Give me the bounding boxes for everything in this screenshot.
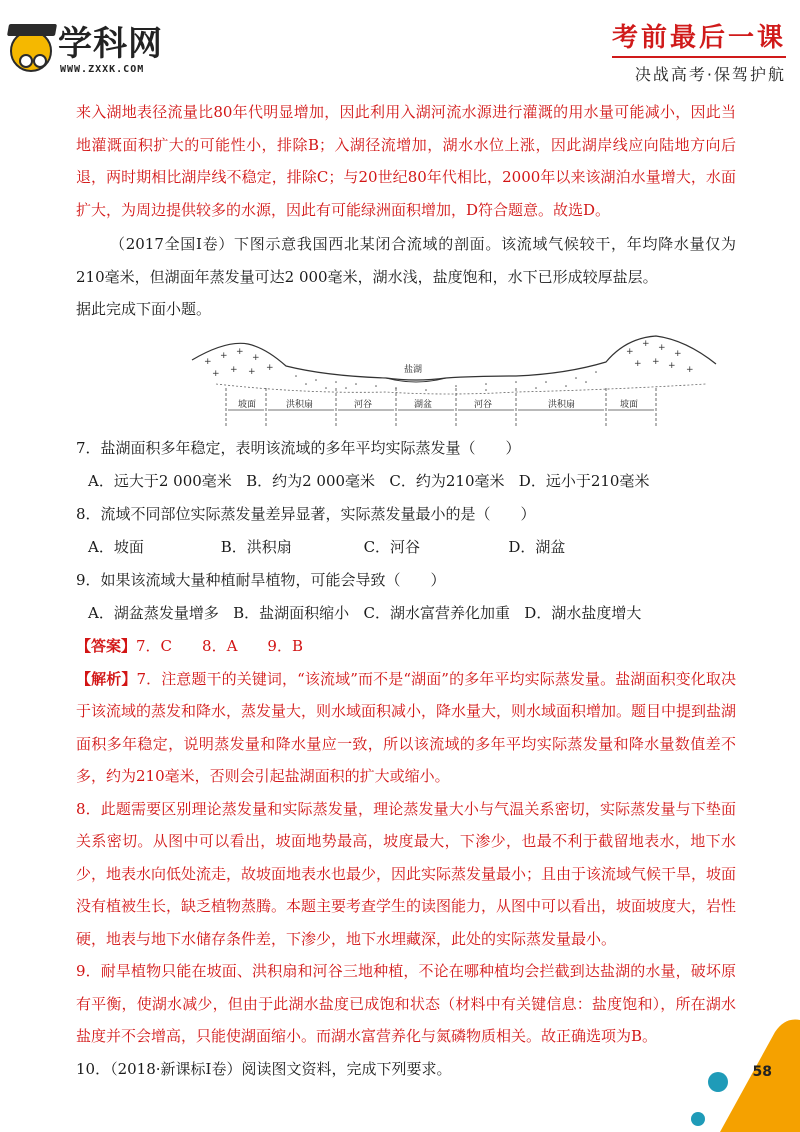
teal-dot-large	[708, 1072, 728, 1092]
analysis-q7	[76, 663, 736, 793]
logo-url: WWW.ZXXK.COM	[60, 64, 145, 75]
brand-divider	[612, 56, 786, 58]
question-8-stem: 8．流域不同部位实际蒸发量差异显著，实际蒸发量最小的是（ ）	[76, 504, 536, 523]
document-body	[76, 96, 736, 1085]
zone-label-basin: 湖盆	[414, 399, 433, 410]
svg-text:+: +	[236, 346, 244, 357]
brand-block	[612, 22, 786, 85]
analysis-q7-text: 7．注意题干的关键词，“该流域”而不是“湖面”的多年平均实际蒸发量。盐湖面积变化取决于该流域的蒸发和降水，蒸发量大，则水域面积减小，降水量大，则水域面积增加。题目中提到盐湖面积多年稳定，说明蒸发量和降水量应一致，所以该流域的多年平均实际蒸发量和降水量数值差不多，约为210毫米，否则会引起盐湖面积的扩大或缩小。	[76, 669, 737, 785]
previous-explanation: 来入湖地表径流量比80年代明显增加，因此利用入湖河流水源进行灌溉的用水量可能减小，因此当地灌溉面积扩大的可能性小，排除B；入湖径流增加，湖水水位上涨，因此湖岸线应向陆地方向后退，两时期相比湖岸线不稳定，排除C；与20世纪80年代相比，2000年以来该湖泊水量增大，水面扩大，为周边提供较多的水源，因此有可能绿洲面积增加，D符合题意。故选D。	[76, 103, 736, 219]
corner-decoration	[680, 992, 800, 1132]
svg-text:+: +	[674, 348, 682, 359]
option-d: D．远小于210毫米	[518, 471, 650, 490]
question-9-options	[76, 597, 736, 630]
svg-text:+: +	[212, 368, 220, 379]
logo-title: 学科网	[58, 24, 163, 64]
answer-line	[76, 630, 736, 663]
svg-text:+: +	[220, 350, 228, 361]
option-a: A．湖盆蒸发量增多	[88, 603, 219, 622]
brand-subtitle: 决战高考·保驾护航	[634, 65, 786, 84]
zone-label-valley-right: 河谷	[474, 399, 493, 410]
graduation-cap-icon	[7, 24, 57, 36]
zone-label-fan-left: 洪积扇	[286, 399, 314, 410]
zone-label-slope-right: 坡面	[620, 399, 639, 410]
basin-profile-diagram	[186, 332, 726, 428]
logo-face-icon	[10, 30, 52, 72]
svg-text:+: +	[626, 346, 634, 357]
option-b: B．约为2 000毫米	[246, 471, 376, 490]
svg-text:+: +	[642, 338, 650, 349]
svg-text:+: +	[248, 366, 256, 377]
page-header	[0, 0, 800, 92]
question-7-options	[76, 465, 736, 498]
analysis-tag: 【解析】	[76, 669, 137, 688]
option-c: C．约为210毫米	[389, 471, 505, 490]
zone-label-fan-right: 洪积扇	[548, 399, 576, 410]
zone-label-valley-left: 河谷	[354, 399, 373, 410]
logo-eye-icon	[33, 54, 47, 68]
page-number: 58	[752, 1064, 772, 1080]
svg-text:+: +	[266, 362, 274, 373]
svg-text:+: +	[252, 352, 260, 363]
svg-text:+: +	[634, 358, 642, 369]
option-d: D．湖盆	[508, 537, 566, 556]
svg-text:+: +	[652, 356, 660, 367]
analysis-q8: 8．此题需要区别理论蒸发量和实际蒸发量，理论蒸发量大小与气温关系密切，实际蒸发量与下垫面关系密切。从图中可以看出，坡面地势最高，坡度最大，下渗少，也最不利于截留地表水，地下水少，地表水向低处流走，故坡面地表水也最少，因此实际蒸发量最小；且由于该流域气候干旱，坡面没有植被生长，缺乏植物蒸腾。本题主要考查学生的读图能力，从图中可以看出，坡面坡度大，岩性硬，地表与地下水储存条件差，下渗少，地下水埋藏深，此处的实际蒸发量最小。	[76, 799, 737, 948]
answer-text: 7．C 8．A 9．B	[136, 636, 303, 655]
answer-tag: 【答案】	[76, 636, 137, 655]
option-a: A．远大于2 000毫米	[88, 471, 232, 490]
svg-text:+: +	[686, 364, 694, 375]
question-9-stem: 9．如果该流域大量种植耐旱植物，可能会导致（ ）	[76, 570, 446, 589]
option-d: D．湖水盐度增大	[524, 603, 642, 622]
zxxk-logo	[10, 22, 180, 78]
option-a: A．坡面	[88, 537, 144, 556]
brand-title: 考前最后一课	[611, 23, 786, 53]
option-b: B．洪积扇	[220, 537, 292, 556]
option-c: C．湖水富营养化加重	[363, 603, 510, 622]
lake-label: 盐湖	[404, 364, 423, 375]
svg-text:+: +	[658, 342, 666, 353]
question-8-options	[76, 531, 736, 564]
basin-profile-figure	[76, 332, 736, 428]
svg-text:+: +	[230, 364, 238, 375]
question-intro: （2017全国Ⅰ卷）下图示意我国西北某闭合流域的剖面。该流域气候较干，年均降水量仅为210毫米，但湖面年蒸发量可达2 000毫米，湖水浅，盐度饱和，水下已形成较厚盐层。	[76, 235, 736, 286]
analysis-q9: 9．耐旱植物只能在坡面、洪积扇和河谷三地种植，不论在哪种植均会拦截到达盐湖的水量，破坏原有平衡，使湖水减少，但由于此湖水盐度已成饱和状态（材料中有关键信息：盐度饱和），所在湖水盐度并不会增高，只能使湖面缩小。而湖水富营养化与氮磷物质相关。故正确选项为B。	[76, 962, 736, 1045]
svg-text:+: +	[204, 356, 212, 367]
teal-dot-small	[691, 1112, 705, 1126]
option-b: B．盐湖面积缩小	[233, 603, 350, 622]
question-10-intro: 10．（2018·新课标Ⅰ卷）阅读图文资料，完成下列要求。	[76, 1059, 452, 1078]
svg-text:+: +	[668, 360, 676, 371]
question-7-stem: 7．盐湖面积多年稳定，表明该流域的多年平均实际蒸发量（ ）	[76, 438, 521, 457]
option-c: C．河谷	[363, 537, 421, 556]
instruction: 据此完成下面小题。	[76, 300, 212, 318]
logo-eye-icon	[19, 54, 33, 68]
zone-label-slope-left: 坡面	[238, 399, 257, 410]
